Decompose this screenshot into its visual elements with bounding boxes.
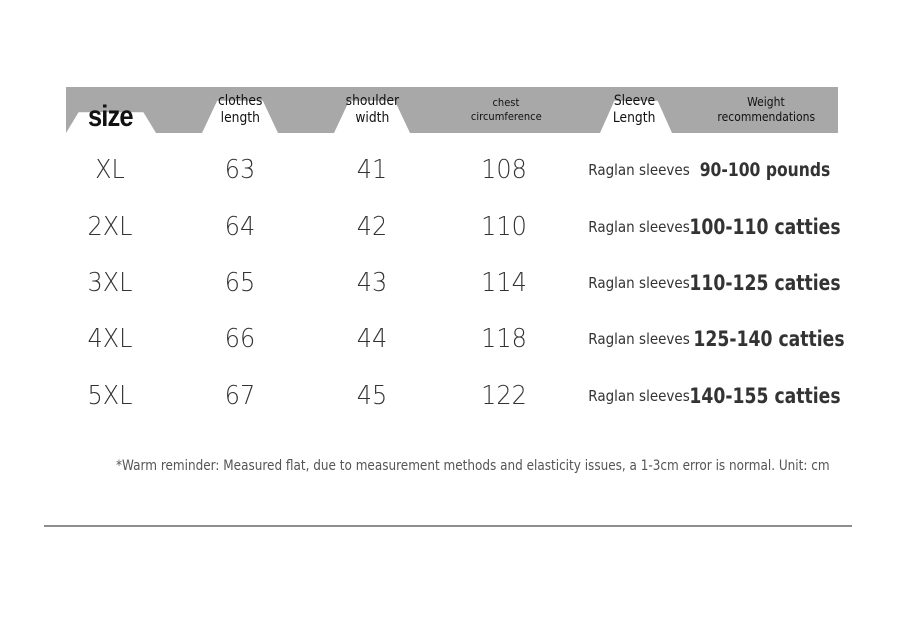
header-weight-line2: recommendations <box>717 110 815 124</box>
table-row <box>0 263 904 303</box>
table-row <box>0 319 904 359</box>
cell-clothes-length: 63 <box>224 155 256 185</box>
header-sleeve-length-line1: Sleeve <box>613 92 655 109</box>
cell-weight: 110-125 catties <box>689 271 841 295</box>
cell-chest: 114 <box>481 268 527 298</box>
warm-reminder: *Warm reminder: Measured flat, due to measurement methods and elasticity issues, a 1-3cm error is normal. Unit: cm <box>116 458 830 474</box>
header-size <box>66 87 154 133</box>
cell-size: 5XL <box>87 381 133 411</box>
header-clothes-length-line2: length <box>220 110 260 126</box>
cell-weight: 100-110 catties <box>689 215 841 239</box>
cell-chest: 110 <box>481 212 527 242</box>
header-sleeve-length <box>596 87 672 133</box>
cell-clothes-length: 64 <box>224 212 256 242</box>
cell-sleeve: Raglan sleeves <box>588 387 690 405</box>
cell-sleeve: Raglan sleeves <box>588 274 690 292</box>
table-row <box>0 150 904 190</box>
header-size-label: size <box>87 100 133 134</box>
cell-chest: 118 <box>481 324 527 354</box>
cell-shoulder-width: 44 <box>356 324 388 354</box>
cell-clothes-length: 66 <box>224 324 256 354</box>
divider <box>44 525 852 527</box>
table-row <box>0 207 904 247</box>
cell-clothes-length: 67 <box>224 381 256 411</box>
cell-shoulder-width: 41 <box>356 155 388 185</box>
cell-clothes-length: 65 <box>224 268 256 298</box>
header-shoulder-width-line2: width <box>355 110 389 126</box>
cell-weight: 90-100 pounds <box>699 159 831 181</box>
header-weight-line1: Weight <box>747 95 785 109</box>
cell-size: 2XL <box>87 212 133 242</box>
cell-size: XL <box>95 155 125 185</box>
header-shoulder-width <box>332 87 412 133</box>
cell-sleeve: Raglan sleeves <box>588 161 690 179</box>
cell-weight: 140-155 catties <box>689 384 841 408</box>
header-weight-recommendations <box>706 87 826 133</box>
header-sleeve-length-line2: Length <box>612 110 656 126</box>
table-row <box>0 376 904 416</box>
header-clothes-length-line1: clothes <box>217 92 263 109</box>
cell-sleeve: Raglan sleeves <box>588 330 690 348</box>
cell-shoulder-width: 43 <box>356 268 388 298</box>
cell-chest: 108 <box>481 155 527 185</box>
header-chest-circumference <box>456 87 556 133</box>
cell-sleeve: Raglan sleeves <box>588 218 690 236</box>
cell-chest: 122 <box>481 381 527 411</box>
cell-shoulder-width: 45 <box>356 381 388 411</box>
cell-size: 3XL <box>87 268 133 298</box>
cell-weight: 125-140 catties <box>693 327 845 351</box>
cell-shoulder-width: 42 <box>356 212 388 242</box>
header-clothes-length <box>200 87 280 133</box>
header-shoulder-width-line1: shoulder <box>345 92 399 109</box>
header-chest-line2: circumference <box>470 110 542 123</box>
header-chest-line1: chest <box>492 96 520 110</box>
cell-size: 4XL <box>87 324 133 354</box>
